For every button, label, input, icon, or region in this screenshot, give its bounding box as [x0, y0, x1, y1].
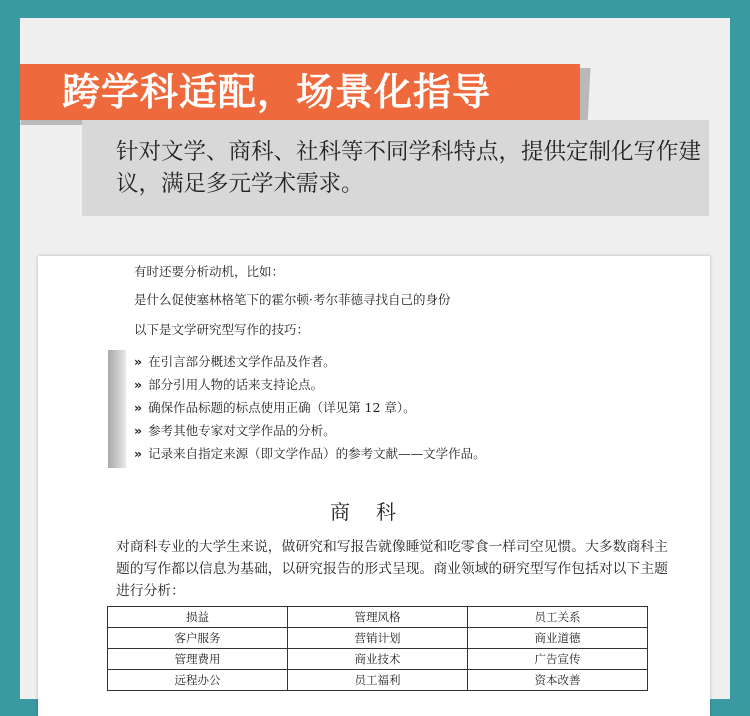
bullet-text: 在引言部分概述文学作品及作者。 [148, 354, 336, 369]
bullet-item [134, 352, 336, 370]
section-paragraph: 对商科专业的大学生来说，做研究和写报告就像睡觉和吃零食一样司空见惯。大多数商科主题的写作都以信息为基础，以研究报告的形式呈现。商业领域的研究型写作包括对以下主题进行分析： [116, 539, 668, 599]
table-row [108, 607, 648, 628]
table-row [108, 628, 648, 649]
header-title: 跨学科适配，场景化指导 [62, 70, 492, 114]
bullet-mark-icon: » [134, 354, 143, 369]
table-row [108, 670, 648, 691]
table-cell: 管理费用 [108, 649, 288, 670]
page-line: 是什么促使塞林格笔下的霍尔顿·考尔菲德寻找自己的身份 [134, 292, 451, 307]
content-frame [20, 18, 730, 699]
table-cell: 员工关系 [468, 607, 648, 628]
table-cell: 管理风格 [288, 607, 468, 628]
bullet-mark-icon: » [134, 446, 143, 461]
table-cell: 商业技术 [288, 649, 468, 670]
book-page [38, 256, 710, 716]
table-cell: 商业道德 [468, 628, 648, 649]
table-cell: 客户服务 [108, 628, 288, 649]
table-cell: 远程办公 [108, 670, 288, 691]
bullet-item [134, 444, 486, 462]
page-line: 以下是文学研究型写作的技巧： [134, 322, 310, 337]
bullet-mark-icon: » [134, 377, 143, 392]
bullet-text: 记录来自指定来源（即文学作品）的参考文献——文学作品。 [148, 446, 486, 461]
table-cell: 广告宣传 [468, 649, 648, 670]
bullet-mark-icon: » [134, 423, 143, 438]
bullet-item [134, 398, 416, 416]
page-line: 有时还要分析动机，比如： [134, 264, 285, 279]
table-cell: 资本改善 [468, 670, 648, 691]
bullet-text: 部分引用人物的话来支持论点。 [148, 377, 324, 392]
bullet-text: 确保作品标题的标点使用正确（详见第 12 章）。 [148, 400, 416, 415]
topics-table [107, 606, 648, 691]
subtitle-text: 针对文学、商科、社科等不同学科特点，提供定制化写作建议，满足多元学术需求。 [116, 139, 702, 197]
bullet-side-bar [108, 350, 126, 468]
table-cell: 损益 [108, 607, 288, 628]
bullet-item [134, 421, 336, 439]
bullet-mark-icon: » [134, 400, 143, 415]
table-cell: 员工福利 [288, 670, 468, 691]
bullet-text: 参考其他专家对文学作品的分析。 [148, 423, 336, 438]
bullet-item [134, 375, 323, 393]
table-cell: 营销计划 [288, 628, 468, 649]
table-row [108, 649, 648, 670]
section-title: 商科 [330, 500, 422, 524]
